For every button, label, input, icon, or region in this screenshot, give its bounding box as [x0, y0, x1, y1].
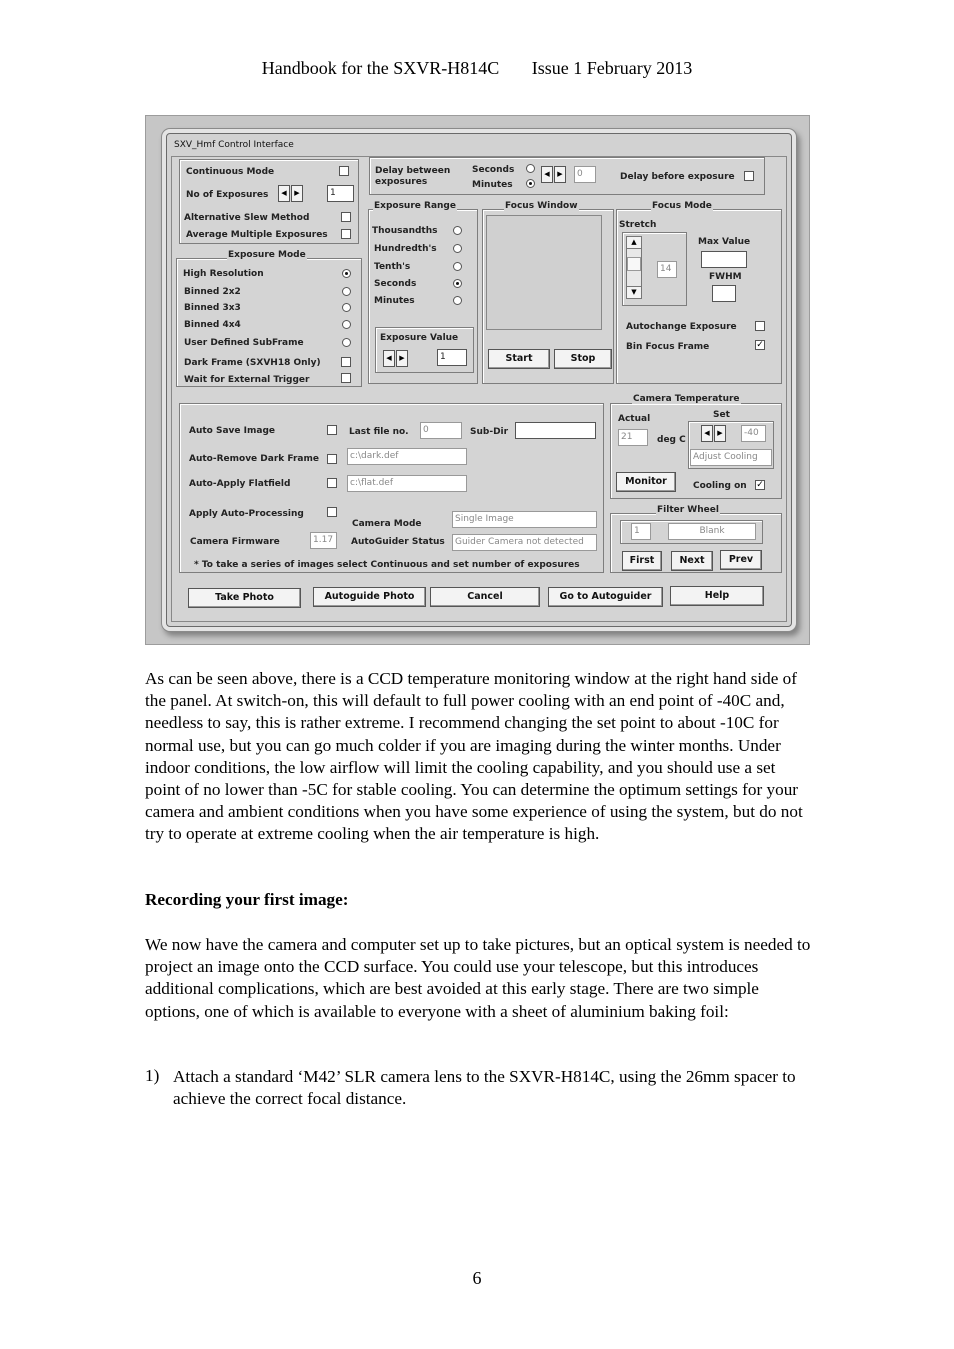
- set-label: Set: [713, 410, 730, 420]
- take-photo-button[interactable]: Take Photo: [188, 588, 301, 608]
- delay-seconds-radio[interactable]: [526, 164, 535, 173]
- list-item-number: 1): [145, 1066, 160, 1085]
- header-title: Handbook for the SXVR-H814C: [261, 58, 500, 78]
- mode-binned-3x3-radio[interactable]: [342, 303, 351, 312]
- auto-remove-label: Auto-Remove Dark Frame: [189, 454, 319, 464]
- mode-binned-2x2: Binned 2x2: [184, 287, 241, 297]
- deg-c-label: deg C: [657, 435, 686, 445]
- mode-high-res-radio[interactable]: [342, 269, 351, 278]
- autochange-label: Autochange Exposure: [626, 322, 737, 332]
- sub-dir-label: Sub-Dir: [470, 427, 509, 437]
- mode-binned-3x3: Binned 3x3: [184, 303, 241, 313]
- camera-mode-label: Camera Mode: [352, 519, 422, 529]
- autochange-checkbox[interactable]: [755, 321, 765, 331]
- range-hundredths-radio[interactable]: [453, 244, 462, 253]
- next-button[interactable]: Next: [671, 551, 713, 571]
- autoguider-status-field: Guider Camera not detected: [452, 534, 597, 551]
- avg-multi-checkbox[interactable]: [341, 229, 351, 239]
- max-value-label: Max Value: [698, 237, 751, 247]
- delay-input[interactable]: 0: [574, 166, 596, 183]
- window-client: [171, 156, 787, 622]
- cooling-on-label: Cooling on: [693, 481, 747, 491]
- arrow-right-icon[interactable]: ▶: [554, 166, 566, 183]
- dark-frame-checkbox[interactable]: [341, 357, 351, 367]
- delay-between-label: Delay between exposures: [375, 166, 451, 187]
- page-number: 6: [472, 1268, 482, 1288]
- delay-before-label: Delay before exposure: [620, 172, 735, 182]
- focus-mode-title: Focus Mode: [652, 201, 712, 211]
- mode-high-res: High Resolution: [183, 269, 264, 279]
- range-thousandths: Thousandths: [372, 226, 438, 236]
- auto-flat-label: Auto-Apply Flatfield: [189, 479, 291, 489]
- mode-subframe: User Defined SubFrame: [184, 338, 304, 348]
- stretch-scrollbar[interactable]: [626, 236, 642, 299]
- auto-flat-checkbox[interactable]: [327, 478, 337, 488]
- exposure-mode-title: Exposure Mode: [228, 250, 306, 260]
- cooling-on-checkbox[interactable]: ✓: [756, 480, 764, 490]
- camera-temp-title: Camera Temperature: [633, 394, 740, 404]
- header-issue: Issue 1 February 2013: [531, 58, 693, 78]
- cancel-button[interactable]: Cancel: [430, 587, 540, 607]
- exposure-value-input[interactable]: 1: [437, 349, 467, 366]
- arrow-left-icon[interactable]: ◀: [278, 185, 290, 202]
- range-minutes-radio[interactable]: [453, 296, 462, 305]
- stop-button[interactable]: Stop: [554, 349, 612, 369]
- arrow-left-icon[interactable]: ◀: [383, 350, 395, 367]
- range-seconds-radio[interactable]: [453, 279, 462, 288]
- set-temp-input[interactable]: -40: [741, 425, 766, 442]
- exposure-value-spinner[interactable]: [383, 350, 409, 367]
- exposure-range-title: Exposure Range: [374, 201, 456, 211]
- set-temp-spinner[interactable]: [701, 425, 727, 442]
- continuous-mode-checkbox[interactable]: [339, 166, 349, 176]
- arrow-right-icon[interactable]: ▶: [396, 350, 408, 367]
- page-header: [0, 58, 954, 79]
- mode-binned-4x4-radio[interactable]: [342, 320, 351, 329]
- alt-slew-label: Alternative Slew Method: [184, 213, 310, 223]
- arrow-right-icon[interactable]: ▶: [714, 425, 726, 442]
- exposure-value-label: Exposure Value: [380, 333, 459, 343]
- range-hundredths: Hundredth's: [374, 244, 437, 254]
- camera-mode-field: Single Image: [452, 511, 597, 528]
- flat-path-input[interactable]: c:\flat.def: [347, 475, 467, 492]
- scroll-thumb[interactable]: [627, 257, 641, 271]
- filter-wheel-title: Filter Wheel: [657, 505, 719, 515]
- sub-dir-input[interactable]: [515, 422, 596, 439]
- auto-remove-checkbox[interactable]: [327, 454, 337, 464]
- stretch-value: 14: [657, 261, 677, 278]
- stretch-label: Stretch: [619, 220, 657, 230]
- mode-binned-4x4: Binned 4x4: [184, 320, 241, 330]
- last-file-input[interactable]: 0: [420, 422, 462, 439]
- fwhm-input[interactable]: [712, 285, 736, 302]
- firmware-field: 1.17: [310, 532, 337, 549]
- max-value-input[interactable]: [701, 251, 747, 268]
- continuous-mode-label: Continuous Mode: [186, 167, 275, 177]
- no-exposures-spinner[interactable]: [278, 185, 304, 202]
- start-button[interactable]: Start: [488, 349, 550, 369]
- last-file-label: Last file no.: [349, 427, 409, 437]
- auto-save-label: Auto Save Image: [189, 426, 275, 436]
- arrow-down-icon[interactable]: ▼: [627, 286, 641, 298]
- dark-path-input[interactable]: c:\dark.def: [347, 448, 467, 465]
- autoguider-status-label: AutoGuider Status: [351, 537, 445, 547]
- section-heading: Recording your first image:: [145, 890, 349, 909]
- auto-proc-checkbox[interactable]: [327, 507, 337, 517]
- list-item-text: Attach a standard ‘M42’ SLR camera lens to the SXVR-H814C, using the 26mm spacer to achieve the correct focal distance.: [173, 1067, 796, 1109]
- goto-autoguider-button[interactable]: Go to Autoguider: [548, 587, 663, 607]
- window-title: SXV_Hmf Control Interface: [174, 140, 294, 150]
- range-minutes: Minutes: [374, 296, 415, 306]
- no-exposures-label: No of Exposures: [186, 190, 269, 200]
- seconds-label: Seconds: [472, 165, 515, 175]
- firmware-label: Camera Firmware: [190, 537, 280, 547]
- actual-label: Actual: [618, 414, 651, 424]
- wait-trigger-checkbox[interactable]: [341, 373, 351, 383]
- bin-focus-checkbox[interactable]: ✓: [756, 340, 764, 350]
- autoguide-photo-button[interactable]: Autoguide Photo: [313, 587, 426, 607]
- wait-trigger-label: Wait for External Trigger: [184, 375, 310, 385]
- actual-temp-field: 21: [618, 429, 648, 446]
- paragraph-temperature: As can be seen above, there is a CCD temperature monitoring window at the right hand side of the panel. At switch-on, this will default to full power cooling with an end point of -40C and, needless to say, this is rather extreme. I recommend changing the set point to about -10C for normal use, but you can go much colder if you are imaging during the winter months. Under indoor conditions, the low airflow will limit the cooling capability, and you should use a set point of no lower than -5C for stable cooling. You can determine the optimum settings for your camera and ambient conditions when you have some experience of using the system, but do not try to operate at extreme cooling when the air temperature is high.: [145, 669, 803, 844]
- minutes-label: Minutes: [472, 180, 513, 190]
- adjust-cooling-button[interactable]: Adjust Cooling: [690, 449, 772, 466]
- arrow-right-icon[interactable]: ▶: [291, 185, 303, 202]
- bin-focus-label: Bin Focus Frame: [626, 342, 710, 352]
- mode-subframe-radio[interactable]: [342, 338, 351, 347]
- fwhm-label: FWHM: [709, 272, 742, 282]
- range-thousandths-radio[interactable]: [453, 226, 462, 235]
- delay-before-checkbox[interactable]: [744, 171, 754, 181]
- arrow-left-icon[interactable]: ◀: [541, 166, 553, 183]
- mode-binned-2x2-radio[interactable]: [342, 287, 351, 296]
- range-seconds: Seconds: [374, 279, 417, 289]
- auto-proc-label: Apply Auto-Processing: [189, 509, 304, 519]
- arrow-left-icon[interactable]: ◀: [701, 425, 713, 442]
- focus-image-area[interactable]: [486, 215, 602, 330]
- series-note: * To take a series of images select Continuous and set number of exposures: [194, 560, 580, 570]
- auto-save-checkbox[interactable]: [327, 425, 337, 435]
- delay-spinner[interactable]: [541, 166, 567, 183]
- filter-name: Blank: [668, 523, 756, 540]
- screenshot-figure: [145, 115, 810, 645]
- paragraph-optics: We now have the camera and computer set up to take pictures, but an optical system is needed to project an image onto the CCD surface. You could use your telescope, but this introduces additional complications, which are best avoided at this early stage. There are two simple options, one of which is available to everyone with a sheet of aluminium baking foil:: [145, 935, 811, 1021]
- focus-window-title: Focus Window: [505, 201, 578, 211]
- control-window: [166, 133, 792, 627]
- prev-button[interactable]: Prev: [720, 550, 762, 570]
- alt-slew-checkbox[interactable]: [341, 212, 351, 222]
- dark-frame-label: Dark Frame (SXVH18 Only): [184, 358, 321, 368]
- no-exposures-input[interactable]: 1: [327, 185, 354, 202]
- arrow-up-icon[interactable]: ▲: [627, 237, 641, 249]
- avg-multi-label: Average Multiple Exposures: [186, 230, 328, 240]
- help-button[interactable]: Help: [670, 586, 764, 606]
- delay-minutes-radio[interactable]: [526, 179, 535, 188]
- range-tenths: Tenth's: [374, 262, 411, 272]
- range-tenths-radio[interactable]: [453, 262, 462, 271]
- first-button[interactable]: First: [622, 551, 662, 571]
- monitor-button[interactable]: Monitor: [616, 472, 676, 492]
- filter-number: 1: [631, 523, 651, 540]
